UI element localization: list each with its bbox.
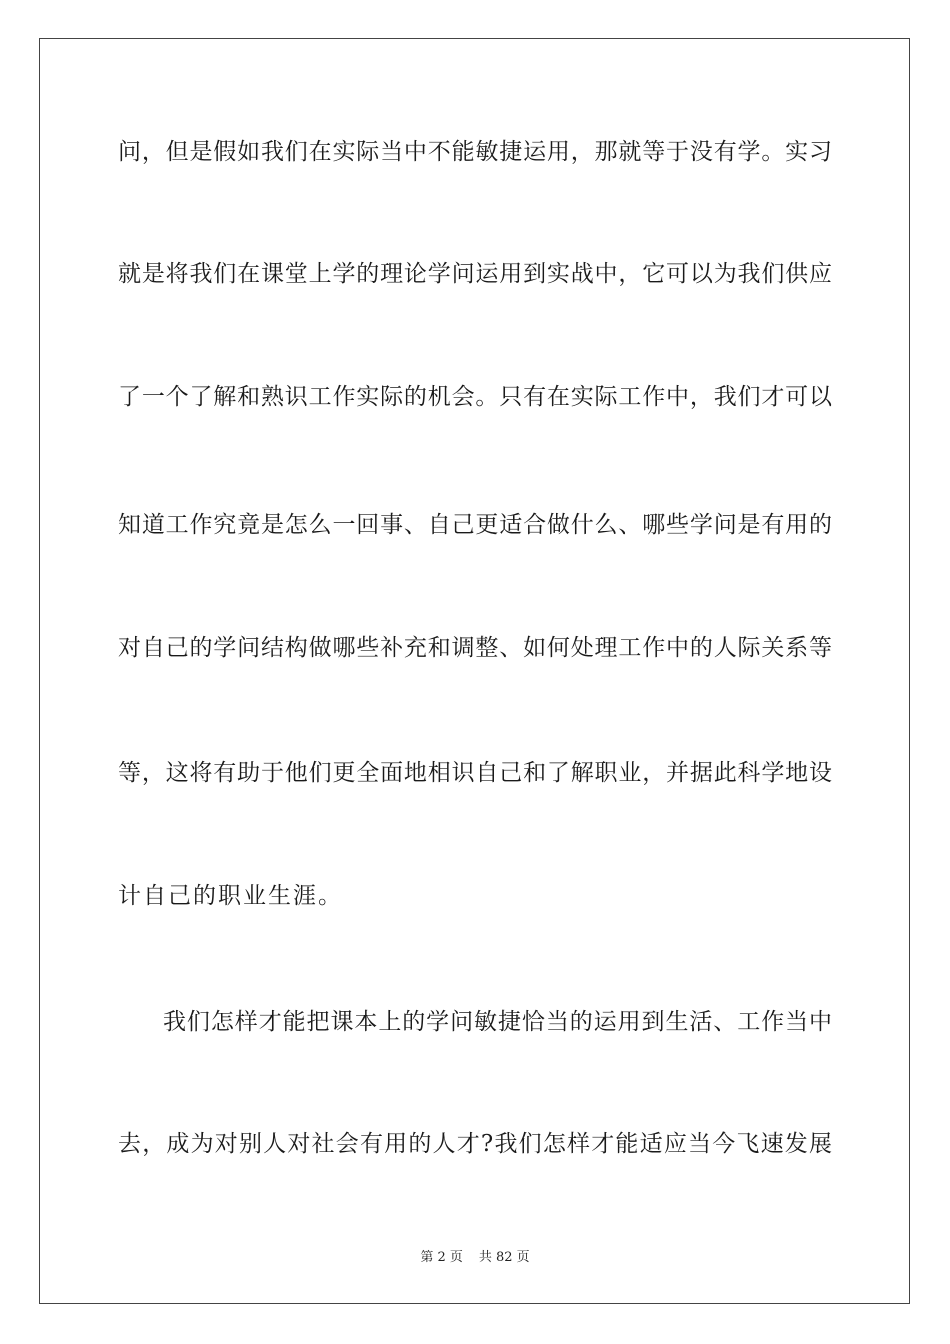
paragraph-line: 等，这将有助于他们更全面地相识自己和了解职业，并据此科学地设 [118,760,832,786]
paragraph-line: 知道工作究竟是怎么一回事、自己更适合做什么、哪些学问是有用的 [118,512,832,538]
paragraph-line: 计自己的职业生涯。 [118,883,343,909]
paragraph-line: 对自己的学问结构做哪些补充和调整、如何处理工作中的人际关系等 [118,635,832,661]
paragraph-line: 了一个了解和熟识工作实际的机会。只有在实际工作中，我们才可以 [118,384,832,410]
page-number: 第 2 页 [420,1250,463,1265]
paragraph-line: 我们怎样才能把课本上的学问敏捷恰当的运用到生活、工作当中 [163,1009,832,1035]
page-total: 共 82 页 [478,1250,530,1265]
paragraph-line: 去，成为对别人对社会有用的人才?我们怎样才能适应当今飞速发展 [118,1131,832,1157]
page-footer [0,1246,950,1265]
page-border [39,38,910,1304]
paragraph-line: 就是将我们在课堂上学的理论学问运用到实战中，它可以为我们供应 [118,261,832,287]
paragraph-line: 问，但是假如我们在实际当中不能敏捷运用，那就等于没有学。实习 [118,139,832,165]
